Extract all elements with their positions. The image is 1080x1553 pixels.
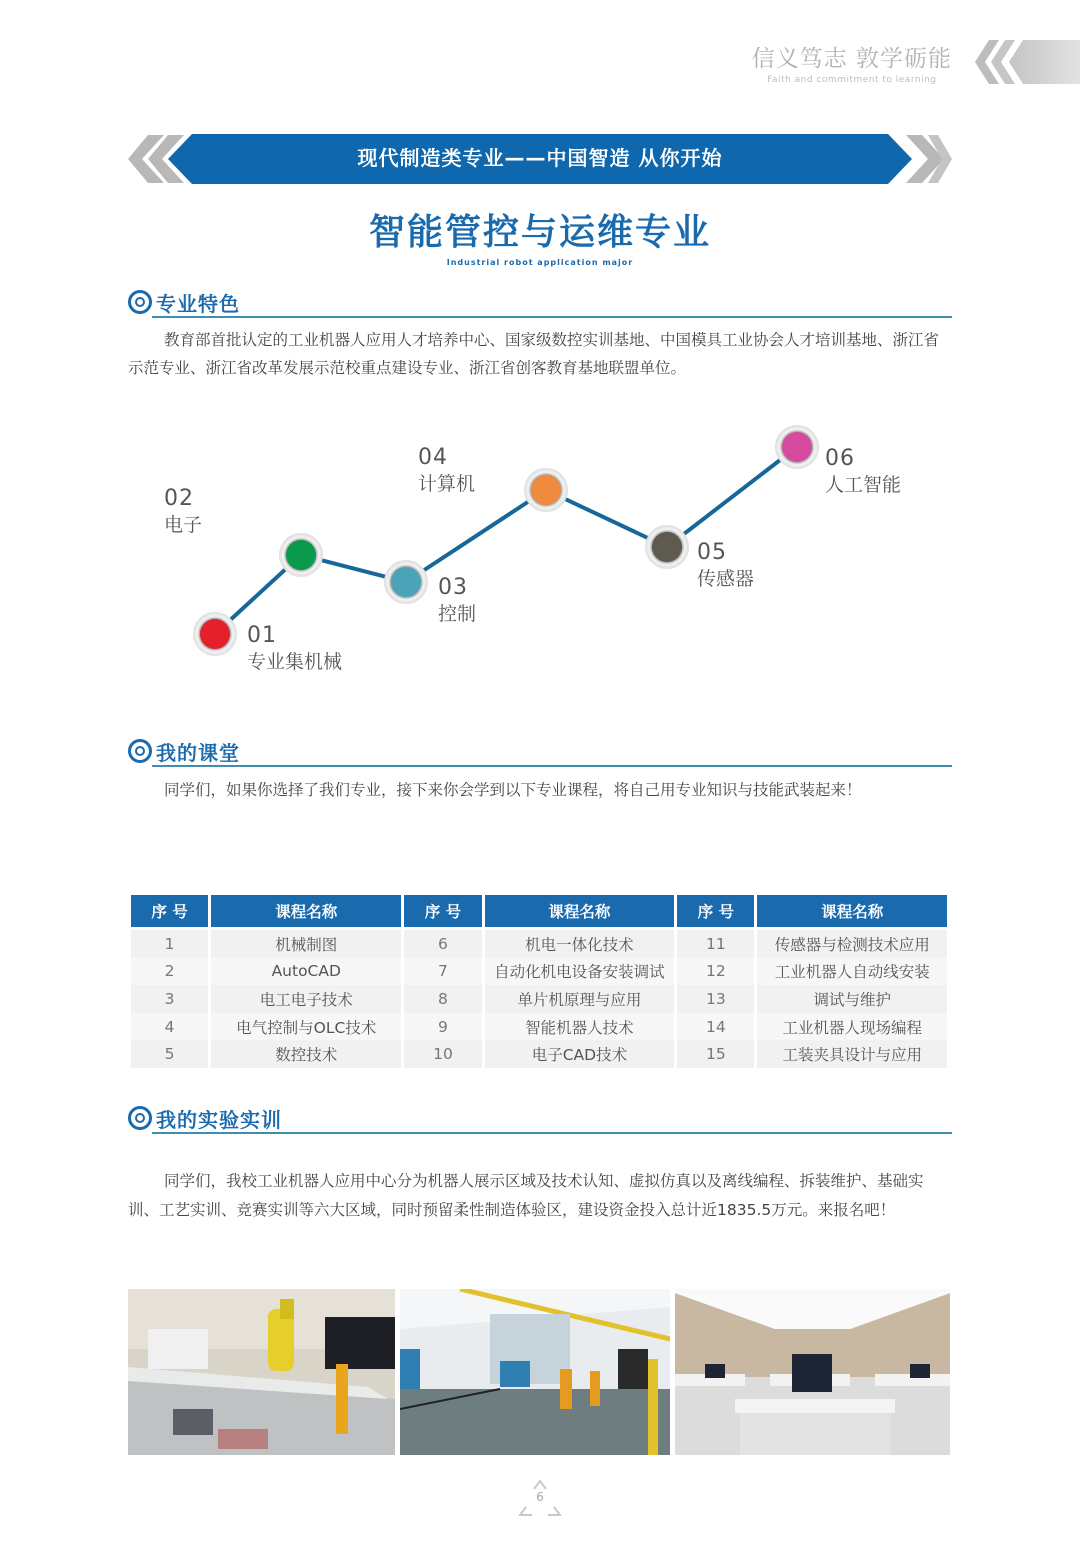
table-header-row xyxy=(131,895,947,930)
cell-seq: 2 xyxy=(131,958,208,986)
table-row xyxy=(131,1040,947,1068)
section-header-features xyxy=(128,288,952,320)
chain-node-01 xyxy=(193,612,237,656)
cell-seq: 7 xyxy=(404,958,481,986)
target-circle-icon xyxy=(128,290,152,314)
chain-label-01: 01 专业集机械 xyxy=(247,623,343,673)
table-row xyxy=(131,958,947,986)
cell-seq: 13 xyxy=(677,985,754,1013)
chain-node-02 xyxy=(279,533,323,577)
section-title: 我的实验实训 xyxy=(156,1108,282,1132)
chain-label-04: 04 计算机 xyxy=(418,445,476,495)
chain-label-06: 06 人工智能 xyxy=(825,446,902,496)
col-header-course: 课程名称 xyxy=(757,895,947,930)
training-hall-image xyxy=(400,1289,670,1455)
course-table xyxy=(128,895,950,1068)
target-circle-icon xyxy=(128,739,152,763)
section-divider xyxy=(152,765,952,767)
cell-seq: 1 xyxy=(131,930,208,958)
cell-course: 工业机器人现场编程 xyxy=(757,1013,947,1041)
major-subtitle: Industrial robot application major xyxy=(446,258,634,267)
cell-course: 工业机器人自动线安装 xyxy=(757,958,947,986)
lab-paragraph: 同学们，我校工业机器人应用中心分为机器人展示区域及技术认知、虚拟仿真以及离线编程、拆装维护、基础实训、工艺实训、竞赛实训等六大区域，同时预留柔性制造体验区，建设资金投入总计近1835.5万元。来报名吧！ xyxy=(128,1172,924,1219)
header-motto xyxy=(752,40,952,85)
major-title: 智能管控与运维专业 xyxy=(368,212,711,253)
section-title: 我的课堂 xyxy=(156,741,240,765)
banner-title: 现代制造类专业——中国智造 从你开始 xyxy=(357,146,723,170)
cell-course: 机械制图 xyxy=(211,930,401,958)
table-row xyxy=(131,985,947,1013)
col-header-seq: 序 号 xyxy=(677,895,754,930)
col-header-seq: 序 号 xyxy=(131,895,208,930)
classroom-paragraph: 同学们，如果你选择了我们专业，接下来你会学到以下专业课程，将自己用专业知识与技能武装起来！ xyxy=(164,781,862,799)
cell-course: AutoCAD xyxy=(211,958,401,986)
cell-course: 智能机器人技术 xyxy=(485,1013,675,1041)
cell-seq: 3 xyxy=(131,985,208,1013)
cell-seq: 6 xyxy=(404,930,481,958)
section-divider xyxy=(152,1132,952,1134)
motto-english: Faith and commitment to learning xyxy=(767,75,937,85)
section-divider xyxy=(152,316,952,318)
chain-label-02: 02 电子 xyxy=(164,486,203,536)
section-header-classroom xyxy=(128,737,952,769)
cell-course: 自动化机电设备安装调试 xyxy=(485,958,675,986)
section-header-lab xyxy=(128,1104,952,1136)
chain-label-05: 05 传感器 xyxy=(697,540,755,590)
skills-chain-diagram xyxy=(0,400,1080,720)
cell-course: 传感器与检测技术应用 xyxy=(757,930,947,958)
chevron-left-decor-icon xyxy=(975,40,1080,84)
cell-course: 数控技术 xyxy=(211,1040,401,1068)
chain-label-03: 03 控制 xyxy=(438,575,477,625)
chain-node-06 xyxy=(775,425,819,469)
cell-course: 调试与维护 xyxy=(757,985,947,1013)
cell-seq: 14 xyxy=(677,1013,754,1041)
computer-lab-image xyxy=(675,1289,950,1455)
cell-seq: 12 xyxy=(677,958,754,986)
cell-course: 电气控制与OLC技术 xyxy=(211,1013,401,1041)
cell-seq: 10 xyxy=(404,1040,481,1068)
features-paragraph: 教育部首批认定的工业机器人应用人才培养中心、国家级数控实训基地、中国模具工业协会人才培训基地、浙江省示范专业、浙江省改革发展示范校重点建设专业、浙江省创客教育基地联盟单位。 xyxy=(128,331,940,377)
cell-seq: 8 xyxy=(404,985,481,1013)
section-title: 专业特色 xyxy=(156,292,240,316)
cell-seq: 11 xyxy=(677,930,754,958)
robot-workstation-image xyxy=(128,1289,395,1455)
chain-node-05 xyxy=(645,525,689,569)
cell-course: 单片机原理与应用 xyxy=(485,985,675,1013)
cell-seq: 9 xyxy=(404,1013,481,1041)
cell-course: 工装夹具设计与应用 xyxy=(757,1040,947,1068)
col-header-seq: 序 号 xyxy=(404,895,481,930)
col-header-course: 课程名称 xyxy=(211,895,401,930)
chain-lines xyxy=(0,400,1080,720)
photo-computer-lab xyxy=(675,1289,950,1455)
cell-course: 机电一体化技术 xyxy=(485,930,675,958)
cell-seq: 15 xyxy=(677,1040,754,1068)
cell-course: 电子CAD技术 xyxy=(485,1040,675,1068)
motto-chinese: 信义笃志 敦学砺能 xyxy=(751,46,952,72)
col-header-course: 课程名称 xyxy=(485,895,675,930)
table-row xyxy=(131,1013,947,1041)
cell-course: 电工电子技术 xyxy=(211,985,401,1013)
photo-robot-workstation xyxy=(128,1289,395,1455)
page-number: 6 xyxy=(536,1490,544,1504)
photo-training-hall xyxy=(400,1289,670,1455)
chain-node-03 xyxy=(384,560,428,604)
chain-node-04 xyxy=(524,468,568,512)
table-row xyxy=(131,930,947,958)
target-circle-icon xyxy=(128,1106,152,1130)
cell-seq: 5 xyxy=(131,1040,208,1068)
page-number-badge xyxy=(516,1477,564,1517)
cell-seq: 4 xyxy=(131,1013,208,1041)
